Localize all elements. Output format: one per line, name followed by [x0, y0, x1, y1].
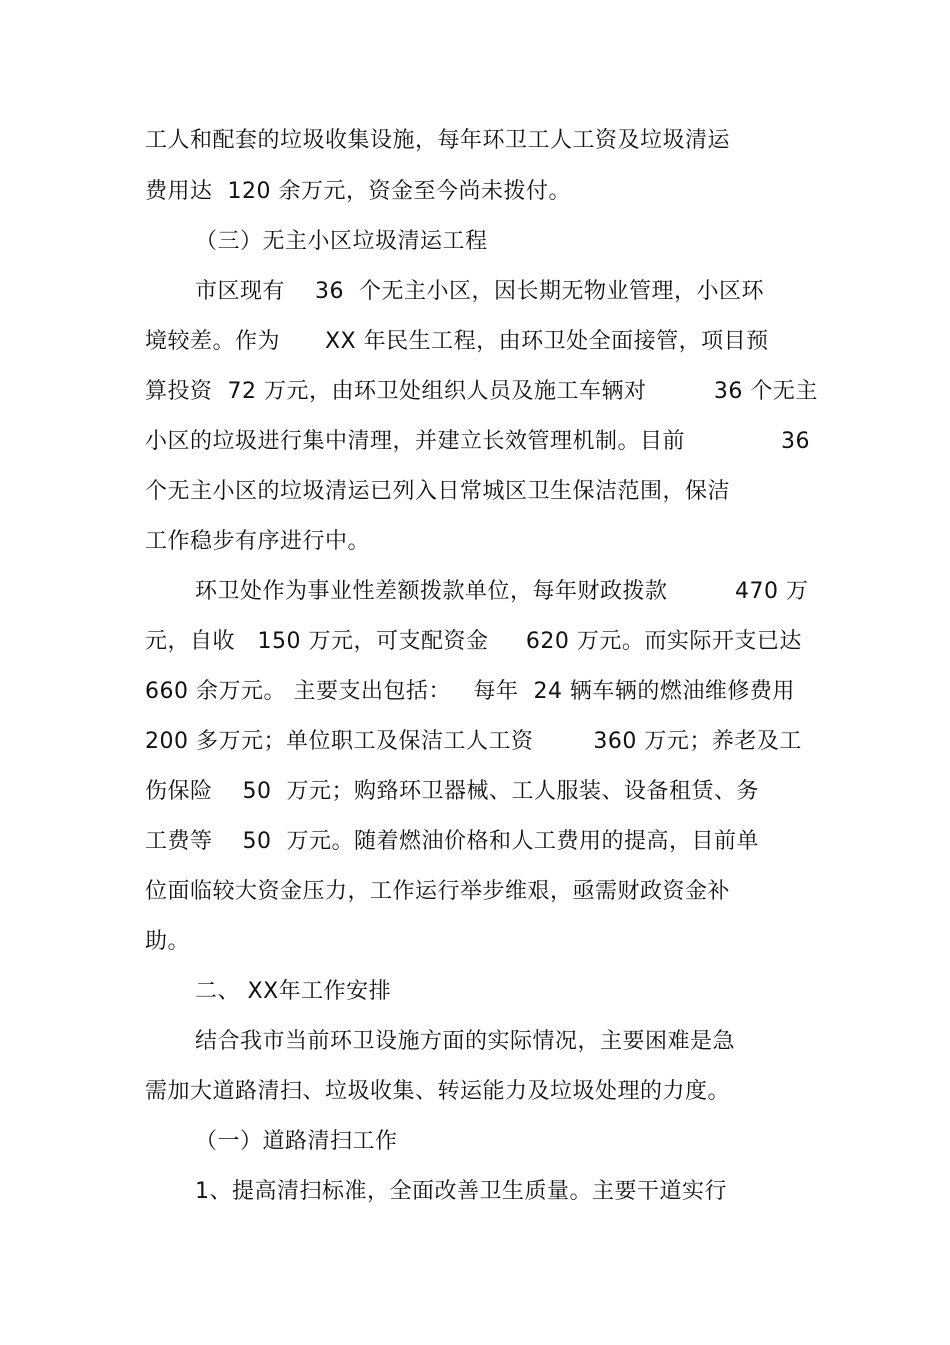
text-line: 元，自收 150 万元，可支配资金 620 万元。而实际开支已达 — [145, 629, 802, 654]
text-line: 小区的垃圾进行集中清理，并建立长效管理机制。目前 — [145, 429, 686, 454]
text-line: 境较差。作为 XX 年民生工程，由环卫处全面接管，项目预 — [145, 329, 769, 354]
text-line: 算投资 72 万元，由环卫处组织人员及施工车辆对 36 个无主 — [145, 379, 818, 404]
text-line: 助。 — [145, 929, 191, 954]
text-line: 费用达 120 余万元，资金至今尚未拨付。 — [145, 179, 571, 204]
text-line: 1、提高清扫标准，全面改善卫生质量。主要干道实行 — [195, 1179, 727, 1204]
section-heading: （一）道路清扫工作 — [195, 1129, 398, 1154]
text-line: 660 余万元。 主要支出包括： 每年 24 辆车辆的燃油维修费用 — [145, 679, 795, 704]
text-line: 环卫处作为事业性差额拨款单位，每年财政拨款 — [195, 579, 668, 604]
section-heading: 二、 XX年工作安排 — [195, 979, 392, 1004]
text-line: 工人和配套的垃圾收集设施，每年环卫工人工资及垃圾清运 — [145, 128, 731, 153]
text-fragment: 470 万 — [735, 579, 809, 604]
text-line: 位面临较大资金压力，工作运行举步维艰，亟需财政资金补 — [145, 879, 731, 904]
text-line: 结合我市当前环卫设施方面的实际情况，主要困难是急 — [195, 1029, 736, 1054]
text-line: 个无主小区的垃圾清运已列入日常城区卫生保洁范围，保洁 — [145, 479, 731, 504]
text-line: 需加大道路清扫、垃圾收集、转运能力及垃圾处理的力度。 — [145, 1079, 731, 1104]
text-line: 工作稳步有序进行中。 — [145, 529, 371, 554]
text-line: 市区现有 36 个无主小区，因长期无物业管理，小区环 — [195, 279, 764, 304]
text-line: 200 多万元；单位职工及保洁工人工资 360 万元；养老及工 — [145, 729, 802, 754]
text-line: 伤保险 50 万元；购臵环卫器械、工人服装、设备租赁、务 — [145, 779, 759, 804]
text-line: 工费等 50 万元。随着燃油价格和人工费用的提高，目前单 — [145, 829, 759, 854]
section-heading: （三）无主小区垃圾清运工程 — [195, 229, 488, 254]
text-fragment: 36 — [781, 429, 810, 454]
